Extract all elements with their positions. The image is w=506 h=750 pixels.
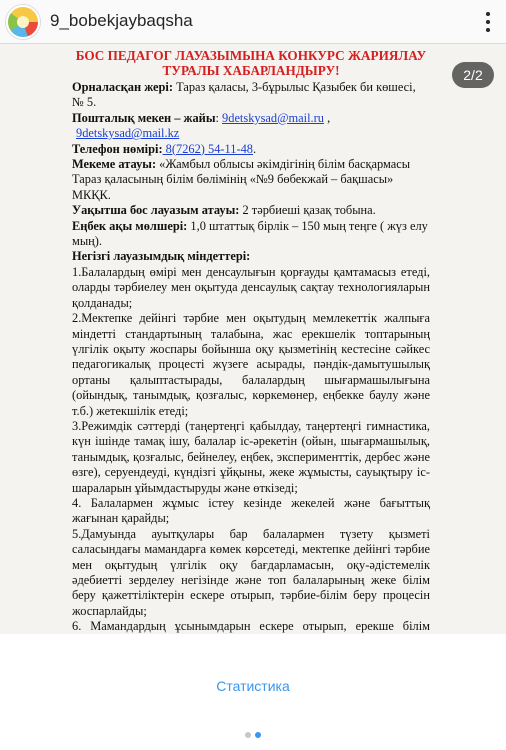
- postal-line: [72, 111, 430, 126]
- location-label: Орналасқан жері:: [72, 80, 173, 94]
- duty-item: 5.Дамуында ауытқулары бар балалармен түзету қызметі саласындағы мамандарға көмек көрсетеді, мектепке дейінгі тәрбие мен оқытудың үлгілік оқу бағдарламасын, оқу-әдістемелік әдебиетті зерделеу негізінде және топ балаларының жеке білім беру қажеттіліктерін ескере отырып, тәрбие-білім беру процесін жоспарлайды;: [72, 526, 430, 618]
- phone-link[interactable]: 8(7262) 54-11-48: [162, 141, 253, 156]
- document-title-line-1: БОС ПЕДАГОГ ЛАУАЗЫМЫНА КОНКУРС ЖАРИЯЛАУ: [75, 48, 427, 63]
- duties-heading: Негізгі лауазымдық міндеттері:: [72, 249, 251, 264]
- postal-separator: :: [215, 110, 223, 125]
- postal-label: Пошталық мекен – жайы: [72, 110, 216, 125]
- carousel-dot-active: [255, 732, 261, 738]
- more-options-icon[interactable]: [480, 10, 496, 34]
- carousel-page-counter: 2/2: [452, 62, 494, 88]
- document-page: [72, 48, 430, 634]
- phone-label: Телефон нөмірі:: [72, 141, 163, 156]
- carousel-indicator: [0, 730, 506, 740]
- vacancy-line: [72, 203, 430, 218]
- salary-label: Еңбек ақы мөлшері:: [72, 218, 188, 233]
- email-link-2[interactable]: 9detskysad@mail.kz: [76, 126, 180, 141]
- salary-value: 1,0 штаттық бірлік – 150 мың теңге ( жүз елу мың).: [72, 218, 428, 249]
- document-title-line-2: ТУРАЛЫ ХАБАРЛАНДЫРУ!: [162, 63, 340, 78]
- post-header: [0, 0, 506, 44]
- vacancy-value: 2 тәрбиеші қазақ тобына.: [239, 203, 376, 218]
- organization-label: Мекеме атауы:: [72, 157, 157, 172]
- vacancy-label: Уақытша бос лауазым атауы:: [72, 203, 240, 218]
- duty-item: 2.Мектепке дейінгі тәрбие мен оқытудың мемлекеттік жалпыға міндетті стандартының талабына, жас ерекшелік топтарының үлгілік оқыту жоспары бойынша оқу қызметінің кестесіне сәйкес педагогикалық процесті жүзеге асырады, пәндік-дамытушылық ортаны қалыптастырады, балалардың шығармашылығына (ойындық, танымдық, қозғалыс, көркемөнер, еңбекке баулу және т.б.) жетекшілік етеді;: [72, 311, 430, 418]
- statistics-link[interactable]: Статистика: [216, 678, 290, 694]
- location-line: [72, 80, 430, 111]
- phone-end: .: [252, 141, 257, 156]
- profile-avatar[interactable]: [6, 5, 40, 39]
- post-image[interactable]: [0, 44, 506, 634]
- duty-item: 3.Режимдік сәттерді (таңертеңгі қабылдау, таңертеңгі гимнастика, күн ішінде тамақ ішу, балалар іс-әрекетін (ойын, шығармашылық, танымдық, қозғалыс, бейнелеу, еңбек, эксперименттік, дербес және өзге), серуендеуді, күндізгі ұйқыны, жеке жұмысты, сауықтыру іс-шараларын ұйымдастыруды және өткізеді;: [72, 418, 430, 495]
- duty-item: 4. Балалармен жұмыс істеу кезінде жекелей және бағыттық жағынан қарайды;: [72, 495, 430, 526]
- duty-item: 1.Балалардың өмірі мен денсаулығын қорғауды қамтамасыз етеді, оларды тәрбиелеу мен оқытуда денсаулық сақтау технологияларын қолданады;: [72, 264, 430, 310]
- location-value: Тараз қаласы, 3-бұрылыс Қазыбек би көшесі, № 5.: [72, 80, 416, 110]
- organization-line: [72, 157, 430, 203]
- email-line-2: [72, 126, 430, 141]
- phone-line: [72, 142, 430, 157]
- duty-item: 6. Мамандардың ұсынымдарын ескере отырып, ерекше білім: [72, 619, 430, 634]
- document-title: [72, 48, 430, 78]
- organization-value: «Жамбыл облысы әкімдігінің білім басқармасы Тараз қаласының білім бөлімінің «№9 бөбекжай – бақшасы» МКҚК.: [72, 157, 411, 202]
- username-label[interactable]: 9_bobekjaybaqsha: [50, 11, 193, 30]
- email-separator: ,: [323, 110, 331, 125]
- salary-line: [72, 219, 430, 250]
- email-link-1[interactable]: 9detskysad@mail.ru: [222, 110, 324, 125]
- carousel-dot: [245, 732, 251, 738]
